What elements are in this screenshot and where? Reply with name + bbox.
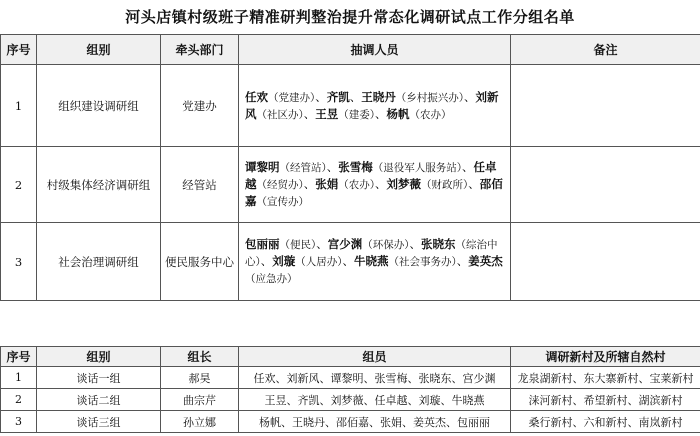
table-row (1, 411, 700, 433)
member-unit: （乡村振兴办） (395, 91, 464, 104)
member-name: 任卓越 (245, 160, 497, 191)
row-dept: 便民服务中心 (161, 223, 239, 301)
row-no: 1 (1, 367, 37, 389)
member-name: 王晓丹 (361, 89, 396, 104)
member-name: 张娟 (315, 177, 339, 191)
row-no: 1 (1, 65, 37, 147)
member-name: 杨帆 (386, 106, 410, 121)
member-unit: （财政所） (421, 179, 469, 191)
member-name: 王昱 (315, 106, 339, 121)
table-row (1, 367, 700, 389)
member-name: 张晓东 (421, 237, 456, 251)
header-no: 序号 (1, 347, 37, 367)
member-unit: （经管站） (279, 162, 327, 174)
document-title: 河头店镇村级班子精准研判整治提升常态化调研试点工作分组名单 (125, 8, 575, 26)
row-no: 2 (1, 389, 37, 411)
row-dept: 经管站 (161, 147, 239, 223)
table-row (1, 389, 700, 411)
row-no: 3 (1, 223, 37, 301)
member-name: 任欢 (245, 89, 268, 104)
member-unit: （农办） (338, 179, 375, 191)
research-group-table (0, 34, 700, 301)
header-group: 组别 (37, 35, 161, 65)
table-row (1, 147, 700, 223)
header-no: 序号 (1, 35, 37, 65)
row-group: 村级集体经济调研组 (37, 147, 161, 223)
member-name: 牛晓燕 (354, 254, 389, 268)
row-leader: 孙立娜 (161, 411, 239, 433)
header-members: 抽调人员 (239, 35, 511, 65)
header-note: 备注 (511, 35, 700, 65)
member-unit: （退役军人服务站） (372, 162, 462, 174)
member-unit: （社区办） (256, 108, 304, 121)
member-unit: （应急办） (245, 273, 298, 285)
row-members: 王昱、齐凯、刘梦薇、任卓越、刘璇、牛晓燕 (239, 389, 511, 411)
table-header-row (1, 35, 700, 65)
member-name: 包丽丽 (245, 237, 280, 251)
member-unit: （宣传办） (256, 196, 309, 208)
row-members: 包丽丽（便民）、宫少渊（环保办）、张晓东（综治中心）、刘璇（人居办）、牛晓燕（社会事务办）、姜英杰（应急办） (239, 223, 511, 301)
member-name: 宫少渊 (327, 237, 363, 251)
row-leader: 曲宗芹 (161, 389, 239, 411)
member-unit: （经贸办） (256, 179, 304, 191)
member-name: 张雪梅 (338, 160, 373, 174)
member-name: 刘璇 (272, 254, 296, 268)
row-villages: 龙泉湖新村、东大寨新村、宝莱新村 (511, 367, 700, 389)
header-leader: 组长 (161, 347, 239, 367)
row-no: 2 (1, 147, 37, 223)
member-name: 刘梦薇 (386, 177, 421, 191)
row-members: 谭黎明（经管站）、张雪梅（退役军人服务站）、任卓越（经贸办）、张娟（农办）、刘梦薇（财政所）、邵佰嘉（宣传办） (239, 147, 511, 223)
row-members: 任欢（党建办）、齐凯、王晓丹（乡村振兴办）、刘新风（社区办）、王昱（建委）、杨帆（农办） (239, 65, 511, 147)
row-dept: 党建办 (161, 65, 239, 147)
member-name: 姜英杰 (468, 254, 503, 268)
header-group: 组别 (37, 347, 161, 367)
row-group: 社会治理调研组 (37, 223, 161, 301)
blank-gap (0, 302, 700, 346)
row-group: 谈话二组 (37, 389, 161, 411)
row-members: 杨帆、王晓丹、邵佰嘉、张娟、姜英杰、包丽丽 (239, 411, 511, 433)
member-unit: （农办） (409, 108, 452, 121)
member-name: 邵佰嘉 (245, 177, 503, 208)
member-name: 刘新风 (245, 89, 499, 121)
member-unit: （人居办） (295, 256, 343, 268)
member-unit: （建委） (338, 108, 375, 121)
row-note (511, 223, 700, 301)
row-group: 谈话一组 (37, 367, 161, 389)
row-no: 3 (1, 411, 37, 433)
header-dept: 牵头部门 (161, 35, 239, 65)
table-header-row (1, 347, 700, 367)
row-group: 组织建设调研组 (37, 65, 161, 147)
member-unit: （综治中心） (245, 239, 498, 268)
row-leader: 郝昊 (161, 367, 239, 389)
member-unit: （党建办） (268, 91, 316, 104)
header-villages: 调研新村及所辖自然村 (511, 347, 700, 367)
interview-group-table (0, 346, 700, 433)
member-name: 谭黎明 (245, 160, 280, 174)
row-note (511, 147, 700, 223)
member-unit: （社会事务办） (388, 256, 457, 268)
member-unit: （便民） (279, 239, 317, 251)
table-row (1, 65, 700, 147)
member-unit: （环保办） (362, 239, 410, 251)
header-members: 组员 (239, 347, 511, 367)
member-name: 齐凯 (326, 89, 350, 104)
row-villages: 涞河新村、希望新村、湖滨新村 (511, 389, 700, 411)
table-row (1, 223, 700, 301)
row-villages: 桑行新村、六和新村、南岚新村 (511, 411, 700, 433)
row-group: 谈话三组 (37, 411, 161, 433)
row-note (511, 65, 700, 147)
row-members: 任欢、刘新风、谭黎明、张雪梅、张晓东、宫少渊 (239, 367, 511, 389)
